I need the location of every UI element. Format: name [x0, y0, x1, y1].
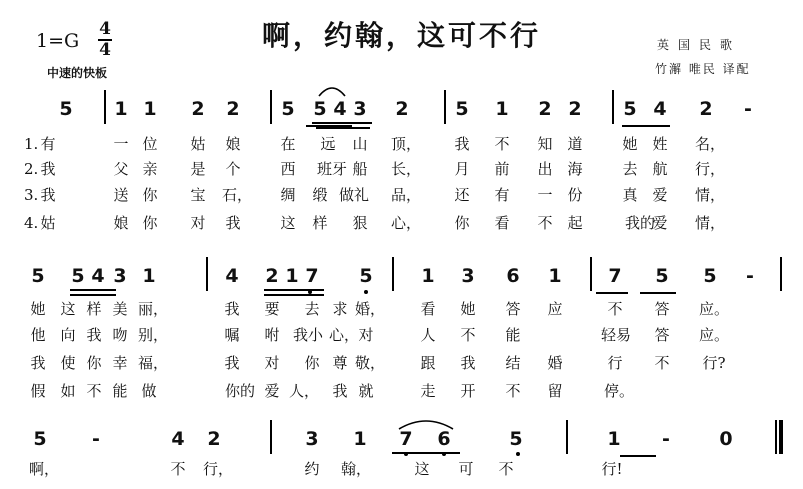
lyric-syllable: 心， — [391, 214, 422, 232]
lyric-syllable: 对 — [264, 354, 280, 372]
lyric-syllable: 你 — [142, 214, 158, 232]
octave-dot — [516, 452, 520, 456]
lyric-syllable: 不 — [460, 326, 476, 344]
lyric-syllable: 你的 — [225, 382, 256, 400]
note-1: 1 — [142, 265, 156, 287]
barline — [392, 257, 394, 291]
lyric-syllable: 有 — [494, 186, 510, 204]
lyric-syllable: 能 — [505, 326, 521, 344]
octave-dot — [404, 452, 408, 456]
barline — [444, 90, 446, 124]
lyric-syllable: 心， — [329, 326, 360, 344]
lyric-syllable: 姓 — [652, 135, 668, 153]
lyric-syllable: 她 — [30, 300, 46, 318]
lyric-syllable: 我 — [40, 160, 56, 178]
note-0: 0 — [719, 428, 733, 450]
time-signature-top: 4 — [99, 19, 111, 39]
note-2: 2 — [568, 98, 582, 120]
lyric-syllable: 不 — [607, 300, 623, 318]
note-1: 1 — [114, 98, 128, 120]
note-7: 7 — [399, 428, 413, 450]
note-5: 5 — [71, 265, 85, 287]
lyric-syllable: 他 — [30, 326, 46, 344]
note-2: 2 — [226, 98, 240, 120]
octave-dot — [308, 290, 312, 294]
lyric-syllable: 不 — [537, 214, 553, 232]
barline — [775, 420, 777, 454]
lyric-syllable: 啊， — [29, 460, 60, 478]
lyric-syllable: 爱 — [652, 214, 668, 232]
lyric-syllable: 不 — [494, 135, 510, 153]
time-signature-bottom: 4 — [99, 40, 111, 60]
lyric-syllable: 做礼 — [339, 186, 370, 204]
lyric-syllable: 轻易 — [601, 326, 632, 344]
lyric-syllable: 我 — [224, 354, 240, 372]
lyric-syllable: 婚 — [547, 354, 563, 372]
note-1: 1 — [143, 98, 157, 120]
lyric-syllable: 如 — [60, 382, 76, 400]
note-5: 5 — [59, 98, 73, 120]
lyric-syllable: 情， — [695, 214, 726, 232]
lyric-syllable: 我 — [86, 326, 102, 344]
lyric-syllable: 嘱 — [224, 326, 240, 344]
lyric-syllable: 爱 — [264, 382, 280, 400]
underline-beam — [264, 289, 324, 291]
lyric-syllable: 开 — [460, 382, 476, 400]
key-signature: 1=G — [36, 30, 80, 52]
lyric-syllable: 样 — [312, 214, 328, 232]
barline — [270, 90, 272, 124]
note-1: 1 — [607, 428, 621, 450]
note-2: 2 — [191, 98, 205, 120]
lyric-syllable: 人， — [289, 382, 320, 400]
note-6: 6 — [437, 428, 451, 450]
lyric-syllable: 假 — [30, 382, 46, 400]
lyric-syllable: 她 — [460, 300, 476, 318]
lyric-syllable: 我 — [224, 300, 240, 318]
lyric-syllable: 位 — [142, 135, 158, 153]
lyric-syllable: 应。 — [699, 326, 730, 344]
lyric-syllable: 停。 — [604, 382, 635, 400]
note-5: 5 — [509, 428, 523, 450]
barline — [590, 257, 592, 291]
lyric-syllable: 尊 — [332, 354, 348, 372]
octave-dot — [364, 290, 368, 294]
lyric-syllable: 可 — [458, 460, 474, 478]
lyric-syllable: 留 — [547, 382, 563, 400]
underline-beam — [640, 292, 676, 294]
lyric-syllable: 应 — [547, 300, 563, 318]
lyric-syllable: 样 — [86, 300, 102, 318]
lyric-syllable: 我 — [332, 382, 348, 400]
note-2: 2 — [395, 98, 409, 120]
verse-number: 1. — [24, 135, 39, 153]
lyric-syllable: 吻 — [112, 326, 128, 344]
lyric-syllable: 还 — [454, 186, 470, 204]
underline-beam — [622, 125, 670, 127]
barline — [104, 90, 106, 124]
slur-mark — [398, 418, 454, 430]
lyric-syllable: 别， — [138, 326, 169, 344]
barline — [270, 420, 272, 454]
octave-dot — [442, 452, 446, 456]
tempo-marking: 中速的快板 — [47, 66, 108, 80]
lyric-syllable: 对 — [190, 214, 206, 232]
lyric-syllable: 远 — [320, 135, 336, 153]
underline-beam — [392, 452, 460, 454]
lyric-syllable: 不 — [86, 382, 102, 400]
note--: - — [662, 428, 670, 450]
lyric-syllable: 名， — [695, 135, 726, 153]
lyric-syllable: 行， — [695, 160, 726, 178]
lyric-syllable: 行! — [601, 460, 623, 478]
lyric-syllable: 这 — [414, 460, 430, 478]
lyric-syllable: 咐 — [264, 326, 280, 344]
lyric-syllable: 行? — [702, 354, 726, 372]
lyric-syllable: 石， — [222, 186, 253, 204]
underline-beam — [70, 289, 116, 291]
lyric-syllable: 送 — [113, 186, 129, 204]
lyric-syllable: 结 — [505, 354, 521, 372]
lyric-syllable: 长， — [391, 160, 422, 178]
lyric-syllable: 答 — [505, 300, 521, 318]
lyric-syllable: 航 — [652, 160, 668, 178]
lyric-syllable: 丽， — [138, 300, 169, 318]
note-5: 5 — [31, 265, 45, 287]
lyric-syllable: 看 — [494, 214, 510, 232]
note-4: 4 — [91, 265, 105, 287]
note-5: 5 — [313, 98, 327, 120]
note-5: 5 — [359, 265, 373, 287]
note-7: 7 — [305, 265, 319, 287]
lyric-syllable: 海 — [567, 160, 583, 178]
lyric-syllable: 就 — [358, 382, 374, 400]
note--: - — [746, 265, 754, 287]
lyric-syllable: 份 — [567, 186, 583, 204]
lyric-syllable: 顶， — [391, 135, 422, 153]
lyric-syllable: 不 — [505, 382, 521, 400]
note-7: 7 — [608, 265, 622, 287]
lyric-syllable: 要 — [264, 300, 280, 318]
underline-beam — [596, 292, 628, 294]
verse-number: 2. — [24, 160, 39, 178]
lyric-syllable: 爱 — [652, 186, 668, 204]
note-5: 5 — [623, 98, 637, 120]
lyric-syllable: 西 — [280, 160, 296, 178]
note-4: 4 — [171, 428, 185, 450]
lyric-syllable: 去 — [622, 160, 638, 178]
lyric-syllable: 起 — [567, 214, 583, 232]
song-origin: 英国民歌 — [657, 38, 742, 52]
note-5: 5 — [33, 428, 47, 450]
lyric-syllable: 船 — [352, 160, 368, 178]
lyric-syllable: 我 — [30, 354, 46, 372]
note-3: 3 — [461, 265, 475, 287]
note-6: 6 — [506, 265, 520, 287]
note--: - — [92, 428, 100, 450]
lyric-syllable: 跟 — [420, 354, 436, 372]
lyric-syllable: 一 — [537, 186, 553, 204]
lyric-syllable: 出 — [537, 160, 553, 178]
lyric-syllable: 班牙 — [317, 160, 348, 178]
lyric-syllable: 娘 — [225, 135, 241, 153]
lyric-syllable: 这 — [280, 214, 296, 232]
lyric-syllable: 狠 — [352, 214, 368, 232]
lyric-syllable: 道 — [567, 135, 583, 153]
note-1: 1 — [353, 428, 367, 450]
lyric-syllable: 我 — [40, 186, 56, 204]
barline — [206, 257, 208, 291]
lyric-syllable: 我 — [460, 354, 476, 372]
lyric-syllable: 山 — [352, 135, 368, 153]
note-4: 4 — [653, 98, 667, 120]
lyric-syllable: 你 — [142, 186, 158, 204]
lyric-syllable: 幸 — [112, 354, 128, 372]
lyric-syllable: 你 — [86, 354, 102, 372]
lyric-syllable: 敬， — [355, 354, 386, 372]
note-1: 1 — [421, 265, 435, 287]
lyric-syllable: 我 — [225, 214, 241, 232]
lyric-syllable: 去 — [304, 300, 320, 318]
lyric-syllable: 不 — [170, 460, 186, 478]
note-2: 2 — [265, 265, 279, 287]
lyric-syllable: 你 — [304, 354, 320, 372]
lyric-syllable: 做 — [141, 382, 157, 400]
lyric-syllable: 不 — [654, 354, 670, 372]
lyric-syllable: 有 — [40, 135, 56, 153]
translation-credit: 竹澥 唯民 译配 — [655, 62, 751, 76]
lyric-syllable: 向 — [60, 326, 76, 344]
lyric-syllable: 品， — [391, 186, 422, 204]
lyric-syllable: 翰， — [341, 460, 372, 478]
note-4: 4 — [333, 98, 347, 120]
underline-beam — [312, 122, 372, 124]
lyric-syllable: 婚， — [355, 300, 386, 318]
lyric-syllable: 在 — [280, 135, 296, 153]
note-2: 2 — [538, 98, 552, 120]
slur-mark — [318, 85, 346, 97]
lyric-syllable: 我小 — [293, 326, 324, 344]
underline-beam — [70, 294, 116, 296]
note-5: 5 — [455, 98, 469, 120]
note-5: 5 — [655, 265, 669, 287]
lyric-syllable: 姑 — [190, 135, 206, 153]
barline — [566, 420, 568, 454]
note-2: 2 — [207, 428, 221, 450]
lyric-syllable: 约 — [304, 460, 320, 478]
lyric-syllable: 走 — [420, 382, 436, 400]
lyric-syllable: 绸 — [280, 186, 296, 204]
lyric-syllable: 答 — [654, 300, 670, 318]
barline — [612, 90, 614, 124]
note-3: 3 — [305, 428, 319, 450]
lyric-syllable: 知 — [537, 135, 553, 153]
lyric-syllable: 行， — [203, 460, 234, 478]
lyric-syllable: 使 — [60, 354, 76, 372]
lyric-syllable: 人 — [420, 326, 436, 344]
lyric-syllable: 亲 — [142, 160, 158, 178]
final-barline — [779, 420, 783, 454]
note-3: 3 — [353, 98, 367, 120]
lyric-syllable: 缎 — [312, 186, 328, 204]
lyric-syllable: 求 — [332, 300, 348, 318]
lyric-syllable: 我的 — [625, 214, 656, 232]
barline — [780, 257, 782, 291]
underline-beam — [264, 294, 324, 296]
note-1: 1 — [285, 265, 299, 287]
lyric-syllable: 真 — [622, 186, 638, 204]
lyric-syllable: 行 — [607, 354, 623, 372]
note-1: 1 — [495, 98, 509, 120]
lyric-syllable: 能 — [112, 382, 128, 400]
lyric-syllable: 这 — [60, 300, 76, 318]
lyric-syllable: 答 — [654, 326, 670, 344]
lyric-syllable: 个 — [225, 160, 241, 178]
lyric-syllable: 看 — [420, 300, 436, 318]
verse-number: 3. — [24, 186, 39, 204]
lyric-syllable: 应。 — [699, 300, 730, 318]
lyric-syllable: 她 — [622, 135, 638, 153]
lyric-syllable: 前 — [494, 160, 510, 178]
note-2: 2 — [699, 98, 713, 120]
lyric-syllable: 不 — [498, 460, 514, 478]
note-5: 5 — [703, 265, 717, 287]
lyric-syllable: 一 — [113, 135, 129, 153]
underline-beam — [306, 125, 352, 127]
lyric-syllable: 你 — [454, 214, 470, 232]
lyric-syllable: 娘 — [113, 214, 129, 232]
note-1: 1 — [548, 265, 562, 287]
lyric-syllable: 情， — [695, 186, 726, 204]
lyric-syllable: 月 — [454, 160, 470, 178]
lyric-syllable: 父 — [113, 160, 129, 178]
lyric-syllable: 对 — [358, 326, 374, 344]
lyric-syllable: 福， — [138, 354, 169, 372]
note-4: 4 — [225, 265, 239, 287]
underline-beam — [620, 455, 656, 457]
lyric-syllable: 美 — [112, 300, 128, 318]
lyric-syllable: 我 — [454, 135, 470, 153]
lyric-syllable: 是 — [190, 160, 206, 178]
song-title: 啊，约翰，这可不行 — [261, 19, 541, 52]
lyric-syllable: 宝 — [190, 186, 206, 204]
verse-number: 4. — [24, 214, 39, 232]
note--: - — [744, 98, 752, 120]
note-5: 5 — [281, 98, 295, 120]
underline-beam — [316, 127, 370, 129]
lyric-syllable: 姑 — [40, 214, 56, 232]
note-3: 3 — [113, 265, 127, 287]
